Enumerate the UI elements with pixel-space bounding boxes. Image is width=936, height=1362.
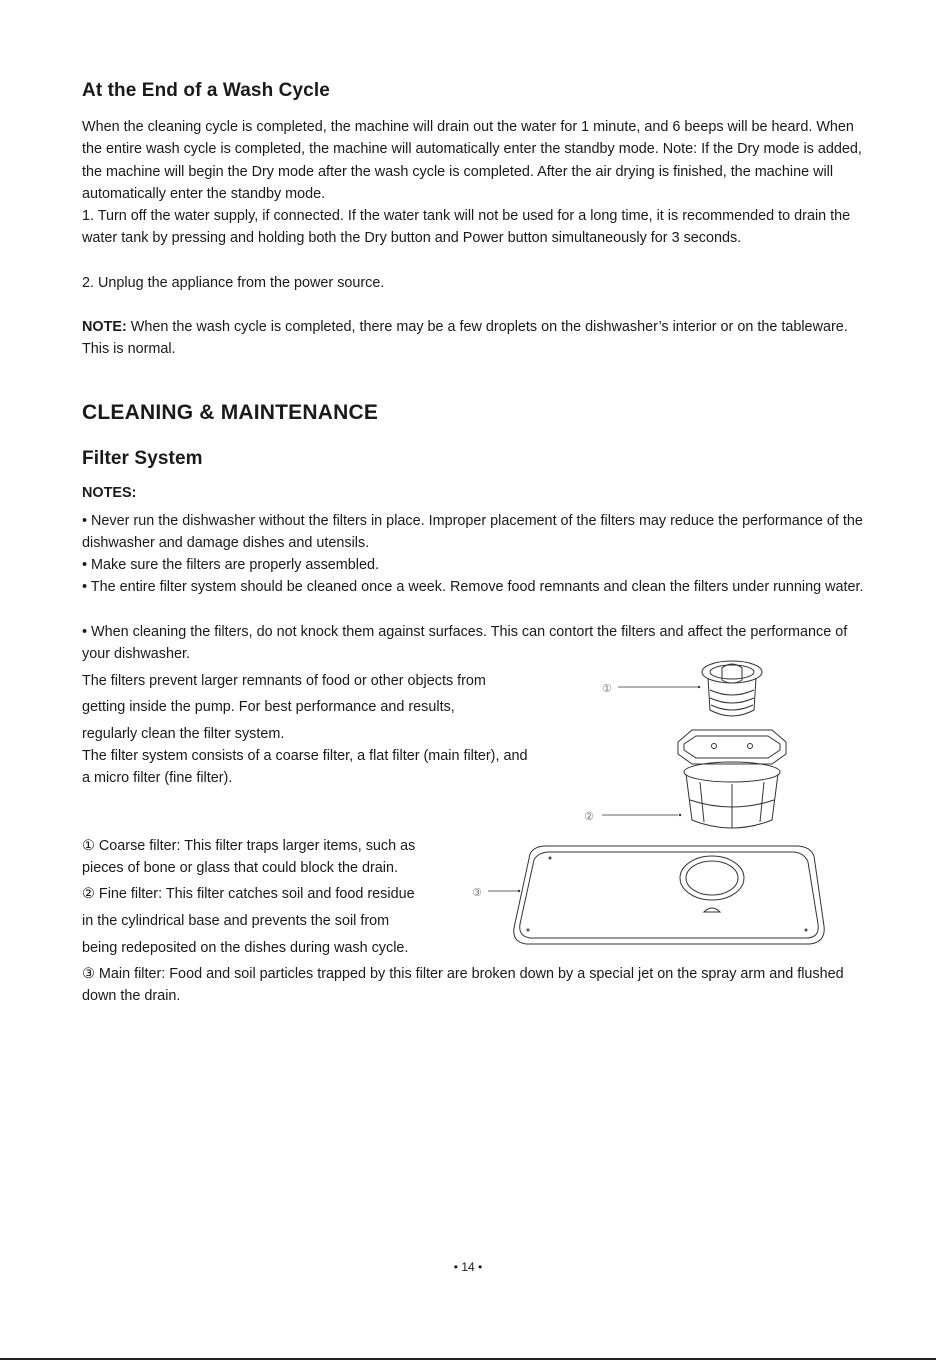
callout-2-label: ②: [584, 810, 594, 823]
filter-intro-line-2: getting inside the pump. For best performance and results,: [82, 699, 455, 715]
note-paragraph: [82, 316, 872, 361]
fine-filter-line-3: being redeposited on the dishes during wash cycle.: [82, 940, 409, 956]
bullet-clean-weekly: • The entire filter system should be cleaned once a week. Remove food remnants and clean the filters under running water.: [82, 579, 864, 595]
note-text: When the wash cycle is completed, there may be a few droplets on the dishwasher’s interior or on the tableware. This is normal.: [82, 319, 848, 358]
filter-intro-line-1: The filters prevent larger remnants of food or other objects from: [82, 673, 486, 689]
filter-intro-line-3: regularly clean the filter system.: [82, 726, 285, 742]
bottom-rule: [0, 1358, 936, 1360]
end-of-wash-paragraph: When the cleaning cycle is completed, the machine will drain out the water for 1 minute, and 6 beeps will be heard. When the entire wash cycle is completed, the machine will automatically enter the standby mode. Note: If the Dry mode is added, the machine will begin the Dry mode after the wash cycle is completed. After the air drying is finished, the machine will automatically enter the standby mode.: [82, 119, 862, 203]
step-1-text: 1. Turn off the water supply, if connected. If the water tank will not be used for a long time, it is recommended to drain the water tank by pressing and holding both the Dry button and Power button simultaneously for 3 seconds.: [82, 208, 851, 247]
step-2-text: 2. Unplug the appliance from the power source.: [82, 275, 385, 291]
bullet-never-run: • Never run the dishwasher without the filters in place. Improper placement of the filters may reduce the performance of the dishwasher and damage dishes and utensils.: [82, 513, 863, 552]
filter-system-diagram: [470, 650, 840, 960]
filter-system-composition: The filter system consists of a coarse filter, a flat filter (main filter), and a micro filter (fine filter).: [82, 748, 528, 787]
section-title-end-of-wash: At the End of a Wash Cycle: [82, 80, 330, 101]
note-label: NOTE:: [82, 319, 127, 335]
callout-3-label: ③: [472, 886, 482, 899]
bullet-do-not-knock: • When cleaning the filters, do not knock them against surfaces. This can contort the filters and affect the performance of your dishwasher.: [82, 624, 848, 663]
subsection-title-filter-system: Filter System: [82, 448, 203, 469]
bullet-assembled: • Make sure the filters are properly assembled.: [82, 557, 379, 573]
fine-filter-icon: [678, 730, 786, 828]
main-filter-icon: [514, 846, 824, 944]
callout-1-label: ①: [602, 682, 612, 695]
coarse-filter-line-1: ① Coarse filter: This filter traps larger items, such as: [82, 838, 416, 854]
section-title-cleaning-maintenance: CLEANING & MAINTENANCE: [82, 401, 379, 424]
fine-filter-line-2: in the cylindrical base and prevents the soil from: [82, 913, 390, 929]
coarse-filter-line-2: pieces of bone or glass that could block the drain.: [82, 860, 398, 876]
page-number: • 14 •: [453, 1260, 483, 1274]
main-filter-text: ③ Main filter: Food and soil particles trapped by this filter are broken down by a special jet on the spray arm and flushed down the drain.: [82, 966, 844, 1005]
notes-label: NOTES:: [82, 485, 137, 501]
fine-filter-line-1: ② Fine filter: This filter catches soil and food residue: [82, 886, 415, 902]
coarse-filter-icon: [702, 661, 762, 716]
